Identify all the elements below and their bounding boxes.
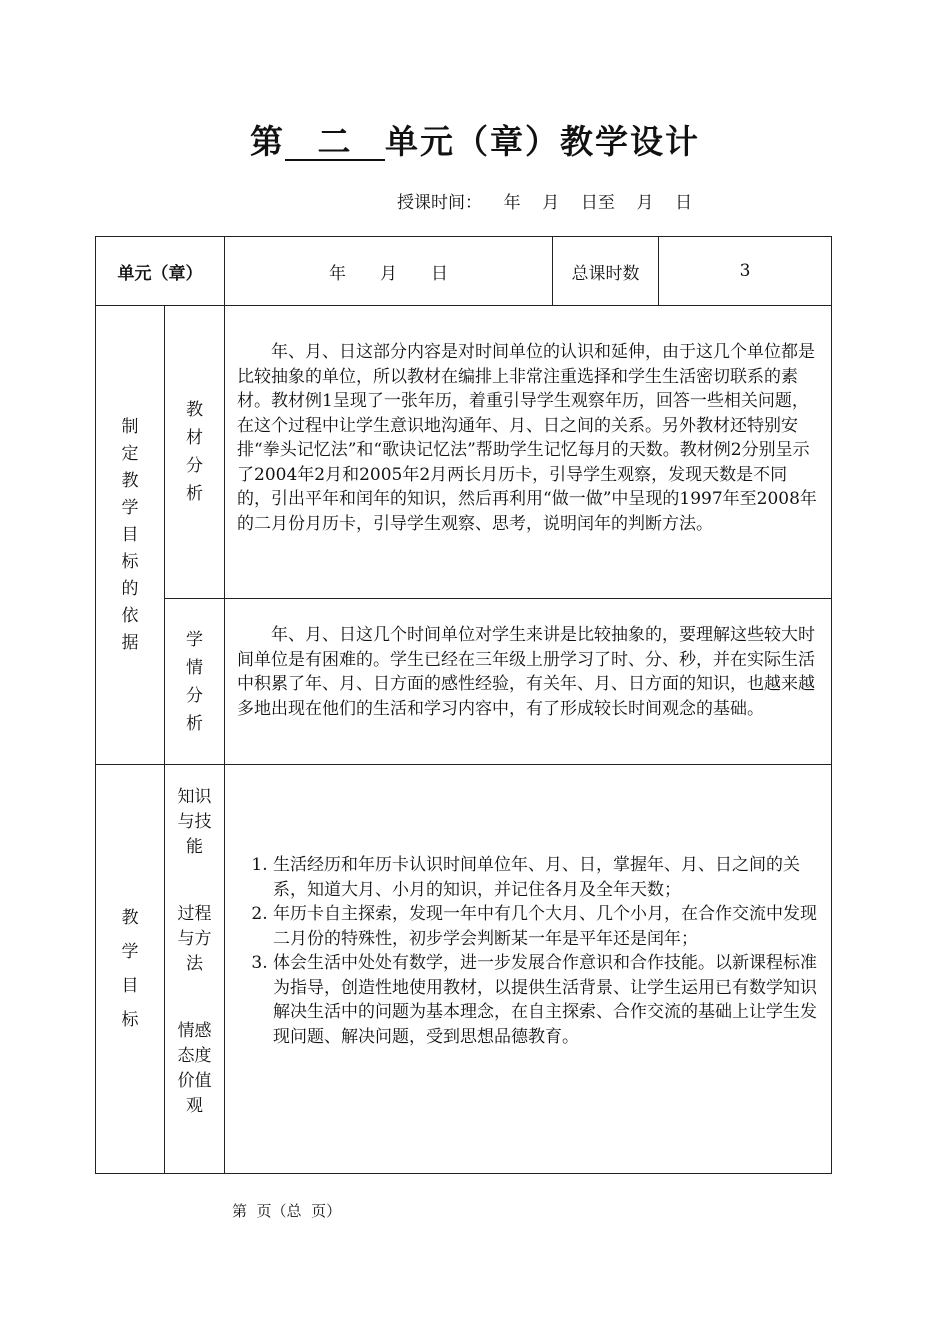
page-title <box>0 116 950 163</box>
unit-label: 单元（章） <box>96 237 225 306</box>
basis-label <box>96 306 165 765</box>
emotion-value-label: 情感态度价值观 <box>177 1021 212 1116</box>
goal-item-knowledge: 1. 生活经历和年历卡认识时间单位年、月、日，掌握年、月、日之间的关系，知道大月、小月的知识，并记住各月及全年天数； <box>273 853 823 902</box>
goals-list <box>237 853 823 1049</box>
learner-analysis-row <box>96 599 832 765</box>
process-method-label: 过程与方法 <box>177 904 212 974</box>
learner-analysis-text: 年、月、日这几个时间单位对学生来讲是比较抽象的，要理解这些较大时间单位是有困难的。学生已经在三年级上册学习了时、分、秒，并在实际生活中积累了年、月、日方面的感性经验，有关年、月、日方面的知识，也越来越多地出现在他们的生活和学习内容中，有了形成较长时间观念的基础。 <box>237 625 815 719</box>
material-analysis-label <box>165 306 225 599</box>
teaching-date-line: 授课时间： 年 月 日至 月 日 <box>397 193 693 213</box>
goals-row <box>96 765 832 1174</box>
learner-analysis-label-text: 学情分析 <box>186 629 203 734</box>
learner-analysis-label <box>165 599 225 765</box>
goal-item-process: 2. 年历卡自主探索，发现一年中有几个大月、几个小月，在合作交流中发现二月份的特殊性，初步学会判断某一年是平年还是闰年； <box>273 902 823 951</box>
goal-item-emotion: 3. 体会生活中处处有数学，进一步发展合作意识和合作技能。以新课程标准为指导，创造性地使用教材，以提供生活背景、让学生运用已有数学知识解决生活中的问题为基本理念，在自主探索、合作交流的基础上让学生发现问题、解决问题，受到思想品德教育。 <box>273 951 823 1049</box>
total-hours-value: 3 <box>659 237 832 306</box>
goals-content <box>225 765 832 1174</box>
unit-number: 二 <box>285 125 385 161</box>
title-prefix: 第 <box>250 122 285 161</box>
goals-label <box>96 765 165 1174</box>
knowledge-skill-label: 知识与技能 <box>177 787 212 857</box>
material-analysis-label-text: 教材分析 <box>186 400 203 504</box>
goals-label-text: 教学目标 <box>121 908 139 1030</box>
unit-date-value: 年 月 日 <box>225 237 553 306</box>
material-analysis-text: 年、月、日这部分内容是对时间单位的认识和延伸，由于这几个单位都是比较抽象的单位，所以教材在编排上非常注重选择和学生生活密切联系的素材。教材例1呈现了一张年历，着重引导学生观察年历，回答一些相关问题，在这个过程中让学生意识地沟通年、月、日之间的关系。另外教材还特别安排“拳头记忆法”和“歌诀记忆法”帮助学生记忆每月的天数。教材例2分别呈示了2004年2月和2005年2月两长月历卡，引导学生观察，发现天数是不同的，引出平年和闰年的知识，然后再利用“做一做”中呈现的1997年至2008年的二月份月历卡，引导学生观察、思考，说明闰年的判断方法。 <box>237 342 817 534</box>
page-footer: 第 页（总 页） <box>232 1202 342 1220</box>
material-analysis-row <box>96 306 832 599</box>
goals-sublabels <box>165 765 225 1174</box>
basis-label-text: 制定教学目标的依据 <box>121 416 139 653</box>
learner-analysis-cell <box>225 599 832 765</box>
title-suffix: 单元（章）教学设计 <box>385 122 700 161</box>
total-hours-label: 总课时数 <box>553 237 659 306</box>
material-analysis-cell <box>225 306 832 599</box>
lesson-plan-table <box>95 236 832 1174</box>
header-row <box>96 237 832 306</box>
